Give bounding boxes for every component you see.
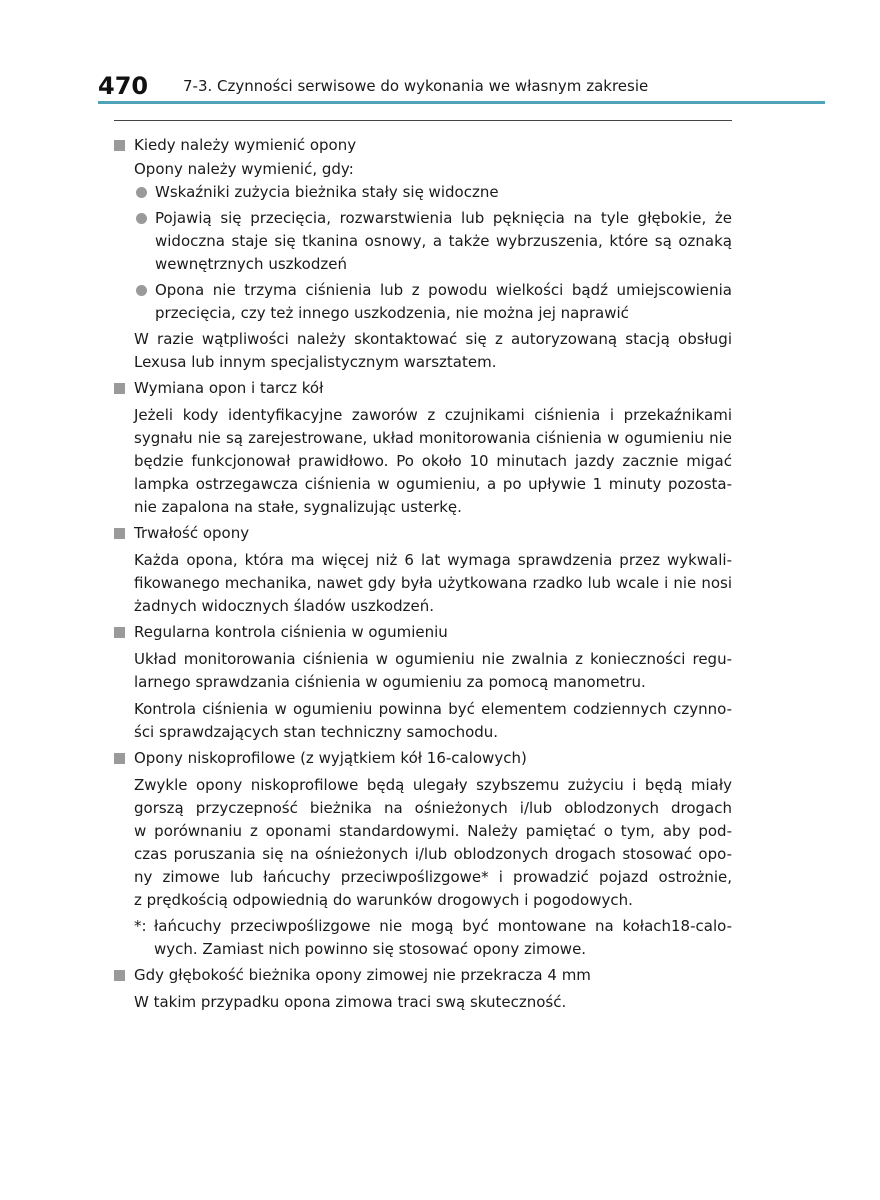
paragraph: Jeżeli kody identyfikacyjne zaworów z czujnikami ciśnienia i przekaźnikami sygnału nie są zarejestrowane, układ monitorowania ciśnienia w ogumieniu nie będzie funkcjonował prawidłowo. Po około 10 minutach jazdy zacznie migać lampka ostrzegawcza ciśnienia w ogumieniu, a po upływie 1 minuty pozosta- nie zapalona na stałe, sygnalizując usterkę. [134, 406, 732, 516]
section-heading: Regularna kontrola ciśnienia w ogumieniu [114, 621, 732, 644]
paragraph: Układ monitorowania ciśnienia w ogumieniu nie zwalnia z konieczności regu- larnego sprawdzania ciśnienia w ogumieniu za pomocą manometru. [134, 650, 732, 691]
section-heading: Trwałość opony [114, 522, 732, 545]
round-bullet-icon [136, 187, 147, 198]
section-heading: Wymiana opon i tarcz kół [114, 377, 732, 400]
footnote-mark: *: [134, 917, 147, 935]
round-bullet-icon [136, 285, 147, 296]
page-number: 470 [98, 72, 149, 100]
page-header [0, 66, 880, 106]
list-item: Opona nie trzyma ciśnienia lub z powodu wielkości bądź umiejscowienia przecięcia, czy też innego uszkodzenia, nie można jej naprawić [134, 279, 732, 325]
page-content [114, 134, 732, 1014]
section-tire-durability [114, 522, 732, 618]
section-low-profile-tires [114, 747, 732, 961]
section-heading: Gdy głębokość bieżnika opony zimowej nie przekracza 4 mm [114, 964, 732, 987]
section-when-replace [114, 134, 732, 374]
chapter-title: 7-3. Czynności serwisowe do wykonania we własnym zakresie [183, 77, 649, 95]
square-bullet-icon [114, 970, 125, 981]
header-rule [98, 101, 825, 104]
square-bullet-icon [114, 528, 125, 539]
bullet-list [114, 181, 732, 325]
square-bullet-icon [114, 383, 125, 394]
paragraph: Zwykle opony niskoprofilowe będą ulegały szybszemu zużyciu i będą miały gorszą przyczepność bieżnika na ośnieżonych i/lub oblodzonych drogach w porównaniu z oponami standardowymi. Należy pamiętać o tym, aby pod- czas poruszania się na ośnieżonych i/lub oblodzonych drogach stosować opo- ny zimowe lub łańcuchy przeciwpoślizgowe* i prowadzić pojazd ostrożnie, z prędkością odpowiednią do warunków drogowych i pogodowych. [134, 776, 732, 909]
square-bullet-icon [114, 753, 125, 764]
square-bullet-icon [114, 627, 125, 638]
footnote: *: łańcuchy przeciwpoślizgowe nie mogą być montowane na kołach18-calo- wych. Zamiast nich powinno się stosować opony zimowe. [134, 917, 732, 958]
section-heading: Kiedy należy wymienić opony [114, 134, 732, 157]
square-bullet-icon [114, 140, 125, 151]
paragraph: W razie wątpliwości należy skontaktować się z autoryzowaną stacją obsługi Lexusa lub innym specjalistycznym warsztatem. [134, 330, 732, 371]
list-item: Pojawią się przecięcia, rozwarstwienia lub pęknięcia na tyle głębokie, że widoczna staje się tkanina osnowy, a także wybrzuszenia, które są oznaką wewnętrznych uszkodzeń [134, 207, 732, 276]
paragraph: Opony należy wymienić, gdy: [134, 160, 354, 178]
list-item: Wskaźniki zużycia bieżnika stały się widoczne [134, 181, 732, 204]
section-pressure-check [114, 621, 732, 744]
content-rule [114, 120, 732, 121]
section-replace-tires-wheels [114, 377, 732, 519]
section-winter-tread-depth [114, 964, 732, 1014]
paragraph: Każda opona, która ma więcej niż 6 lat wymaga sprawdzenia przez wykwali- fikowanego mechanika, nawet gdy była użytkowana rzadko lub wcale i nie nosi żadnych widocznych śladów uszkodzeń. [134, 551, 732, 615]
paragraph: Kontrola ciśnienia w ogumieniu powinna być elementem codziennych czynno- ści sprawdzających stan techniczny samochodu. [134, 700, 732, 741]
section-heading: Opony niskoprofilowe (z wyjątkiem kół 16-calowych) [114, 747, 732, 770]
paragraph: W takim przypadku opona zimowa traci swą skuteczność. [134, 993, 567, 1011]
round-bullet-icon [136, 213, 147, 224]
